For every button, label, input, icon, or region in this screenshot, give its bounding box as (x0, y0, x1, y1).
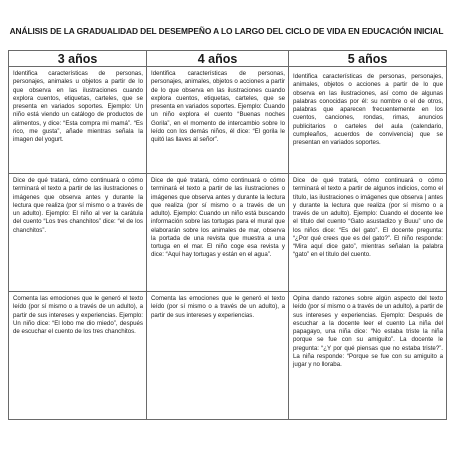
header-3-anos: 3 años (9, 51, 147, 67)
header-4-anos: 4 años (147, 51, 289, 67)
cell-comenta-3: Comenta las emociones que le generó el texto leído (por sí mismo o a través de un adulto), a partir de sus intereses y experiencias. Ejemplo: Un niño dice: “El lobo me dio miedo”, después de escuchar el cuento de los tres chanchitos. (9, 292, 147, 420)
cell-dice-4: Dice de qué tratará, cómo continuará o cómo terminará el texto a partir de las ilustraciones o imágenes que observa antes y durante la lectura que realiza (por sí mismo o a través de un adulto). Ejemplo: Cuando un niño está buscando información sobre las tortugas para el mural que elaborarán sobre los animales de mar, observa la portada de una revista que muestra a una tortuga en el mar. El niño coge esa revista y dice: “Aquí hay tortugas y están en el agua”. (147, 174, 289, 292)
cell-identifica-4: Identifica características de personas, personajes, animales, objetos o acciones a partir de lo que observa en las ilustraciones cuando explora cuentos, etiquetas, carteles, que se presenta en variados soportes. Ejemplo: Cuando un niño explora el cuento “Buenas noches Gorila”, en el momento de intercambio sobre lo leído con los demás niños, él dice: “El gorila le quitó las llaves al señor”. (147, 67, 289, 174)
cell-identifica-3: Identifica características de personas, personajes, animales u objetos a partir de lo que observa en las ilustraciones cuando explora cuentos, etiquetas, carteles, que se presenta en variados soportes. Ejemplo: Un niño está viendo un catálogo de productos de alimentos, y dice: “Esta compra mi mamá”. “Es rico, me gusta”, añade mientras señala la imagen del yogurt. (9, 67, 147, 174)
gradualidad-table (8, 50, 447, 420)
table-row (9, 174, 447, 292)
cell-identifica-5: Identifica características de personas, personajes, animales, objetos o acciones a partir de lo que observa en las ilustraciones, así como de algunas palabras conocidas por él: su nombre o el de otros, palabras que aparecen frecuentemente en los cuentos, canciones, rondas, rimas, anuncios publicitarios o carteles del aula (calendario, cumpleaños, acuerdos de convivencia) que se presentan en variados soportes. (289, 67, 447, 174)
cell-dice-3: Dice de qué tratará, cómo continuará o cómo terminará el texto a partir de las ilustraciones o imágenes que observa antes y durante la lectura que realiza (por sí mismo o a través de un adulto). Ejemplo: El niño al ver la carátula del cuento “Los tres chanchitos” dice: “el de los chanchitos”. (9, 174, 147, 292)
cell-comenta-4: Comenta las emociones que le generó el texto leído (por sí mismo o a través de un adulto), a partir de sus intereses y experiencias. (147, 292, 289, 420)
table-row (9, 67, 447, 174)
table-row (9, 292, 447, 420)
document-title: ANÁLISIS DE LA GRADUALIDAD DEL DESEMPEÑO A LO LARGO DEL CICLO DE VIDA EN EDUCACIÓN INICIAL (9, 26, 444, 36)
header-row (9, 51, 447, 67)
header-5-anos: 5 años (289, 51, 447, 67)
cell-dice-5: Dice de qué tratará, cómo continuará o cómo terminará el texto a partir de algunos indicios, como el título, las ilustraciones o imágenes que observa | antes y durante la lectura que realiza (por sí mismo o a través de un adulto). Ejemplo: Cuando el docente lee el título del cuento “Gato asustadizo y Buuu” uno de los niños dice: “Es del gato”. El docente pregunta: “¿Por qué crees que es del gato?”. El niño responde: “Mira aquí dice gato”, mientras señalan la palabra “gato” en el título del cuento. (289, 174, 447, 292)
cell-opina-5: Opina dando razones sobre algún aspecto del texto leído (por sí mismo o a través de un adulto), a partir de sus intereses y experiencias. Ejemplo: Después de escuchar a la docente leer el cuento La niña del papagayo, una niña dice: “No estaba triste la niña porque se fue con su amiguito”. La docente le pregunta: “¿Y por qué piensas que no estaba triste?”. La niña responde: “Porque se fue con su amiguito a jugar y no lloraba. (289, 292, 447, 420)
